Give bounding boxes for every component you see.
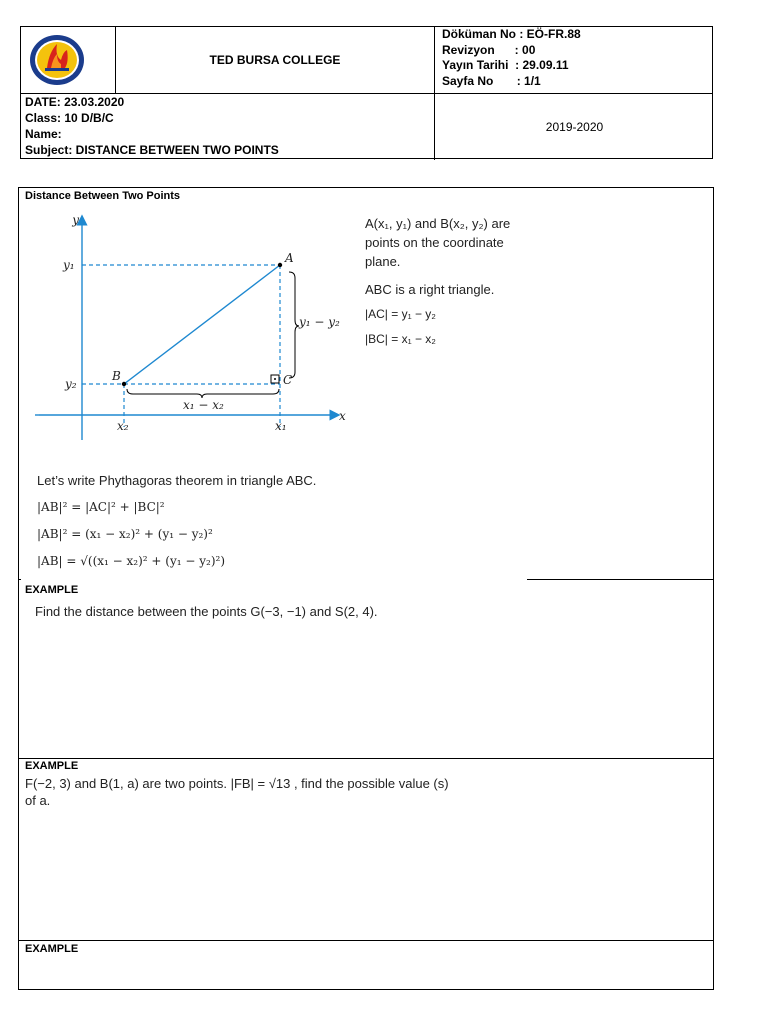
page-number: Sayfa No : 1/1 [442,73,541,88]
document-meta [442,27,581,89]
y1-label: y₁ [63,258,75,272]
description-line: points on the coordinate [365,235,504,250]
worksheet-body [18,187,714,990]
coordinate-diagram [33,212,363,442]
revision: Revizyon : 00 [442,42,536,57]
class-field: Class: 10 D/B/C [25,111,114,125]
college-logo [29,34,85,86]
axis-y-label: y [72,213,79,227]
x2-label: x₂ [117,419,129,433]
example-question [25,774,449,810]
example-label: EXAMPLE [25,760,79,772]
date-field: DATE: 23.03.2020 [25,95,125,109]
x1-label: x₁ [275,419,287,433]
class-info [25,94,279,158]
example-question-line: F(−2, 3) and B(1, a) are two points. |FB| = √13 , find the possible value (s) [25,776,449,791]
description-line: A(x₁, y₁) and B(x₂, y₂) are [365,216,511,231]
example-label: EXAMPLE [25,584,79,596]
formula-1: |AB|² = |AC|² + |BC|² [37,500,165,514]
school-year: 2019-2020 [545,120,604,134]
formula-2: |AB|² = (x₁ − x₂)² + (y₁ − y₂)² [37,527,213,541]
name-field: Name: [25,127,62,141]
horizontal-length-label: x₁ − x₂ [183,398,224,412]
y2-label: y₂ [65,377,77,391]
publish-date: Yayın Tarihi : 29.09.11 [442,58,569,72]
description-line: ABC is a right triangle. [365,282,495,297]
example-label: EXAMPLE [25,943,79,955]
subject-field: Subject: DISTANCE BETWEEN TWO POINTS [25,143,279,157]
document-header [20,26,713,159]
axis-x-label: x [339,409,346,423]
section-divider [19,579,21,580]
section-divider [19,758,713,759]
point-c-label: C [283,373,293,387]
college-name: TED BURSA COLLEGE [209,53,341,67]
section-divider [19,940,713,941]
point-b-label: B [112,369,121,383]
example-question-line: of a. [25,793,51,808]
section-title: Distance Between Two Points [25,190,181,202]
description-line: |BC| = x₁ − x₂ [365,332,436,346]
point-a-label: A [285,251,294,265]
description-line: plane. [365,254,401,269]
section-divider [527,579,713,580]
section-description [365,214,510,349]
description-line: |AC| = y₁ − y₂ [365,307,436,321]
example-question: Find the distance between the points G(−3, −1) and S(2, 4). [35,604,378,619]
theorem-intro: Let’s write Phythagoras theorem in triangle ABC. [37,473,317,488]
document-number: Döküman No : EÖ-FR.88 [442,27,581,41]
vertical-length-label: y₁ − y₂ [299,315,340,329]
formula-3: |AB| = √((x₁ − x₂)² + (y₁ − y₂)²) [37,554,225,568]
